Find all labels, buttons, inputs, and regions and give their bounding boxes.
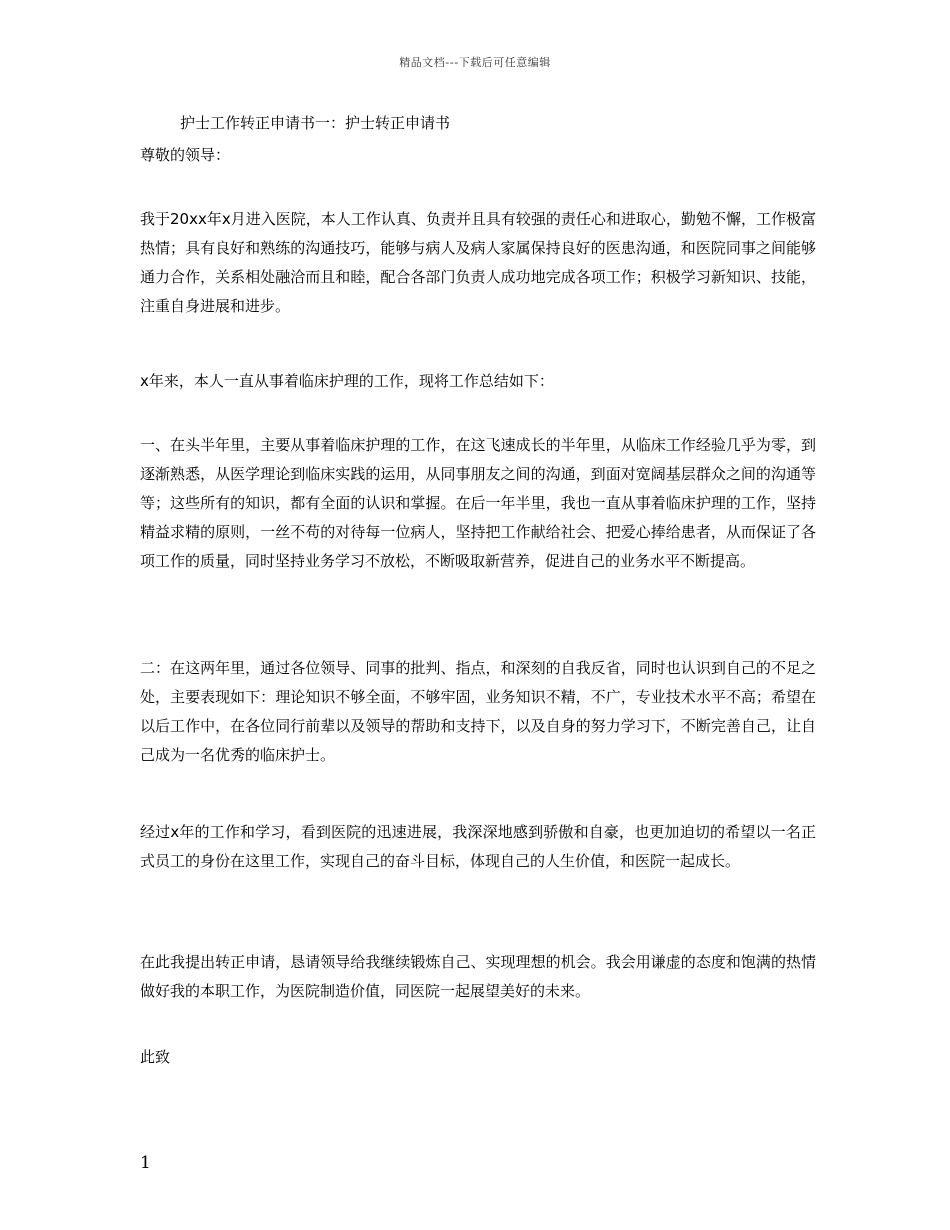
paragraph-aspiration: 经过x年的工作和学习，看到医院的迅速进展，我深深地感到骄傲和自豪，也更加迫切的希望以一名正式员工的身份在这里工作，实现自己的奋斗目标，体现自己的人生价值，和医院一起成长。: [140, 823, 816, 870]
paragraph-summary-lead: x年来，本人一直从事着临床护理的工作，现将工作总结如下：: [140, 372, 554, 390]
paragraph-intro: 我于20xx年x月进入医院，本人工作认真、负责并且具有较强的责任心和进取心，勤勉不懈，工作极富热情；具有良好和熟练的沟通技巧，能够与病人及病人家属保持良好的医患沟通，和医院同事之间能够通力合作，关系相处融洽而且和睦，配合各部门负责人成功地完成各项工作；积极学习新知识、技能，注重自身进展和进步。: [140, 210, 816, 315]
paragraph-request: 在此我提出转正申请，恳请领导给我继续锻炼自己、实现理想的机会。我会用谦虚的态度和饱满的热情做好我的本职工作，为医院制造价值，同医院一起展望美好的未来。: [140, 953, 816, 1000]
paragraph-shortcomings: 二：在这两年里，通过各位领导、同事的批判、指点，和深刻的自我反省，同时也认识到自己的不足之处，主要表现如下：理论知识不够全面，不够牢固，业务知识不精，不广，专业技术水平不高；希望在以后工作中，在各位同行前辈以及领导的帮助和支持下，以及自身的努力学习下，不断完善自己，让自己成为一名优秀的临床护士。: [140, 659, 816, 764]
page-header: 精品文档---下载后可任意编辑: [399, 56, 551, 69]
paragraph-first-period: 一、在头半年里，主要从事着临床护理的工作，在这飞速成长的半年里，从临床工作经验几乎为零，到逐渐熟悉，从医学理论到临床实践的运用，从同事朋友之间的沟通，到面对宽阔基层群众之间的沟通等等；这些所有的知识，都有全面的认识和掌握。在后一年半里，我也一直从事着临床护理的工作，坚持精益求精的原则，一丝不苟的对待每一位病人，坚持把工作献给社会、把爱心捧给患者，从而保证了各项工作的质量，同时坚持业务学习不放松，不断吸取新营养，促进自己的业务水平不断提高。: [140, 436, 816, 570]
closing-phrase: 此致: [140, 1048, 171, 1066]
document-title: 护士工作转正申请书一：护士转正申请书: [180, 114, 451, 132]
salutation: 尊敬的领导：: [140, 146, 231, 164]
page-number: 1: [140, 1153, 151, 1173]
